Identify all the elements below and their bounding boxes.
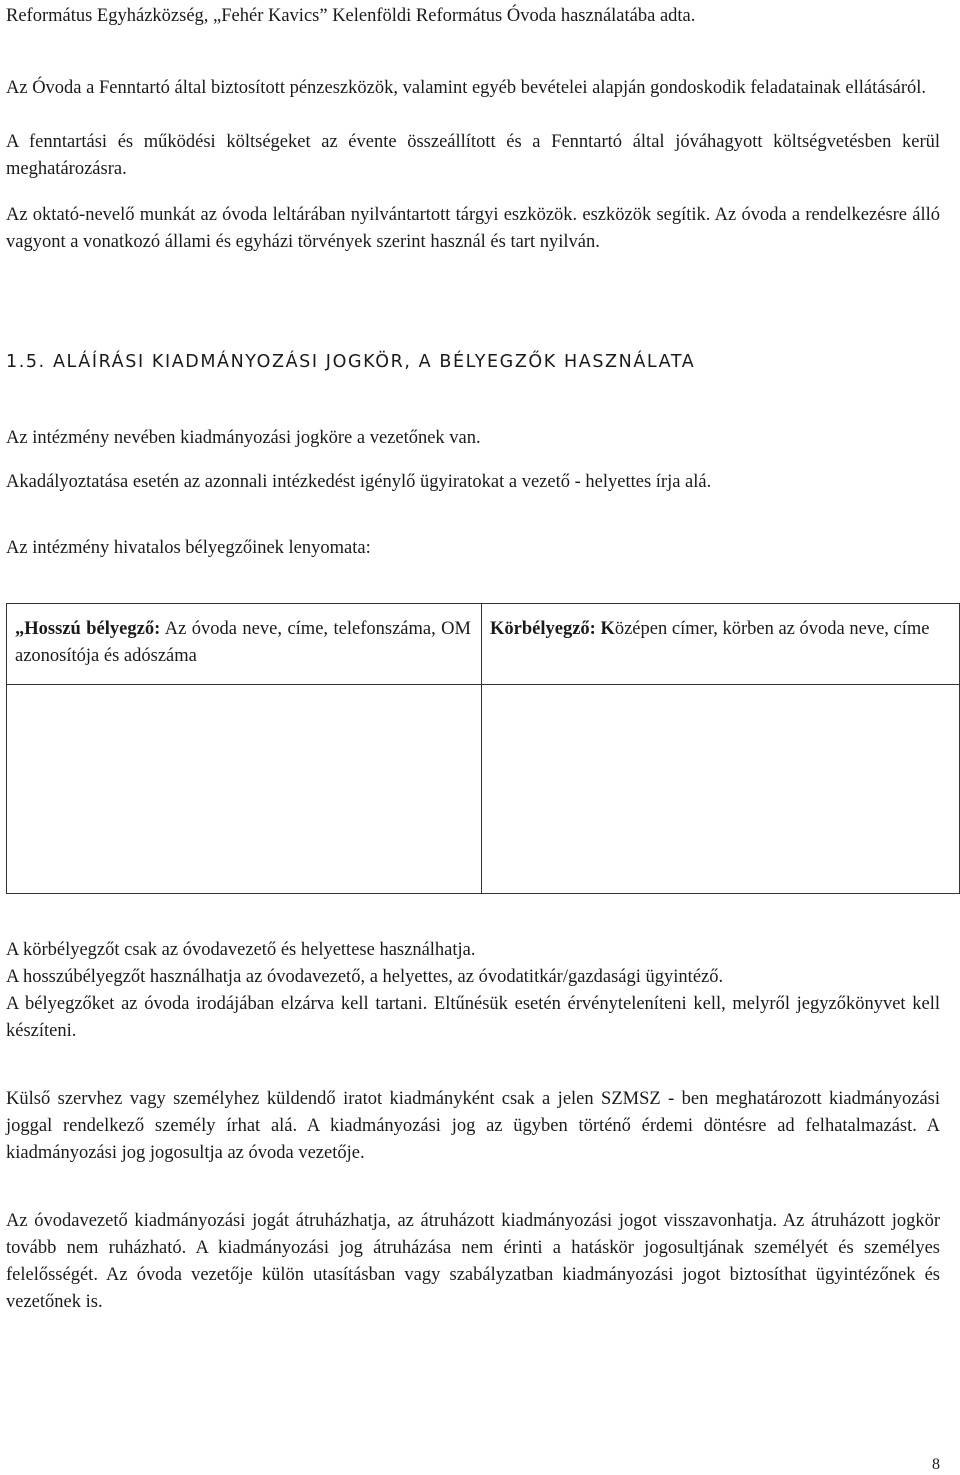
- paragraph-assets: Az oktató-nevelő munkát az óvoda leltárában nyilvántartott tárgyi eszközök. eszközök segítik. Az óvoda a rendelkezésre álló vagyont a vonatkozó állami és egyházi törvények szerint használ és tart nyilván.: [6, 205, 940, 252]
- round-stamp-impression: [482, 685, 960, 894]
- long-stamp-impression: [7, 685, 482, 894]
- long-stamp-label: „Hosszú bélyegző:: [15, 619, 161, 639]
- page-number: 8: [932, 1456, 940, 1473]
- stamp-header-row: [7, 604, 960, 685]
- paragraph-funding: Az Óvoda a Fenntartó által biztosított pénzeszközök, valamint egyéb bevételei alapján gondoskodik feladatainak ellátásáról.: [6, 78, 927, 98]
- long-stamp-text: Az óvoda neve, címe, telefonszáma, OM azonosítója és adószáma: [15, 619, 471, 666]
- paragraph-deputy-signing: Akadályoztatása esetén az azonnali intézkedést igénylő ügyiratokat a vezető - helyettes írja alá.: [6, 472, 712, 492]
- paragraph-budget: A fenntartási és működési költségeket az évente összeállított és a Fenntartó által jóváhagyott költségvetésben kerül meghatározásra.: [6, 132, 940, 179]
- usage-line-long-stamp: A hosszúbélyegzőt használhatja az óvodavezető, a helyettes, az óvodatitkár/gazdasági ügyintéző.: [6, 967, 724, 987]
- long-stamp-cell: [7, 604, 482, 685]
- paragraph-stamp-intro: Az intézmény hivatalos bélyegzőinek lenyomata:: [6, 538, 371, 558]
- section-heading: 1.5. ALÁÍRÁSI KIADMÁNYOZÁSI JOGKÖR, A BÉLYEGZŐK HASZNÁLATA: [6, 352, 696, 372]
- round-stamp-text: özépen címer, körben az óvoda neve, címe: [614, 619, 930, 639]
- round-stamp-initial: K: [595, 619, 615, 639]
- round-stamp-cell: [482, 604, 960, 685]
- paragraph-delegation: Az óvodavezető kiadmányozási jogát átruházhatja, az átruházott kiadmányozási jogot visszavonhatja. Az átruházott jogkör tovább nem ruházható. A kiadmányozási jog átruházása nem érinti a hatáskör jogosultjának személyét és személyes felelősségét. Az óvoda vezetője külön utasításban vagy szabályzatban kiadmányozási jogot biztosíthat ügyintézőnek és vezetőnek is.: [6, 1211, 940, 1312]
- usage-line-round-stamp: A körbélyegzőt csak az óvodavezető és helyettese használhatja.: [6, 940, 476, 960]
- paragraph-external-documents: Külső szervhez vagy személyhez küldendő iratot kiadmányként csak a jelen SZMSZ - ben meghatározott kiadmányozási joggal rendelkező személy írhat alá. A kiadmányozási jog az ügyben történő érdemi döntésre ad felhatalmazást. A kiadmányozási jog jogosultja az óvoda vezetője.: [6, 1089, 940, 1163]
- stamp-table: [6, 603, 960, 894]
- paragraph-usage-grant: Református Egyházközség, „Fehér Kavics” Kelenföldi Református Óvoda használatába adta.: [6, 6, 696, 26]
- usage-line-storage: A bélyegzőket az óvoda irodájában elzárva kell tartani. Eltűnésük esetén érvényteleníteni kell, melyről jegyzőkönyvet kell készíteni.: [6, 994, 940, 1041]
- round-stamp-label: Körbélyegző:: [490, 619, 596, 639]
- paragraph-signing-authority: Az intézmény nevében kiadmányozási jogköre a vezetőnek van.: [6, 428, 481, 448]
- stamp-impression-row: [7, 685, 960, 894]
